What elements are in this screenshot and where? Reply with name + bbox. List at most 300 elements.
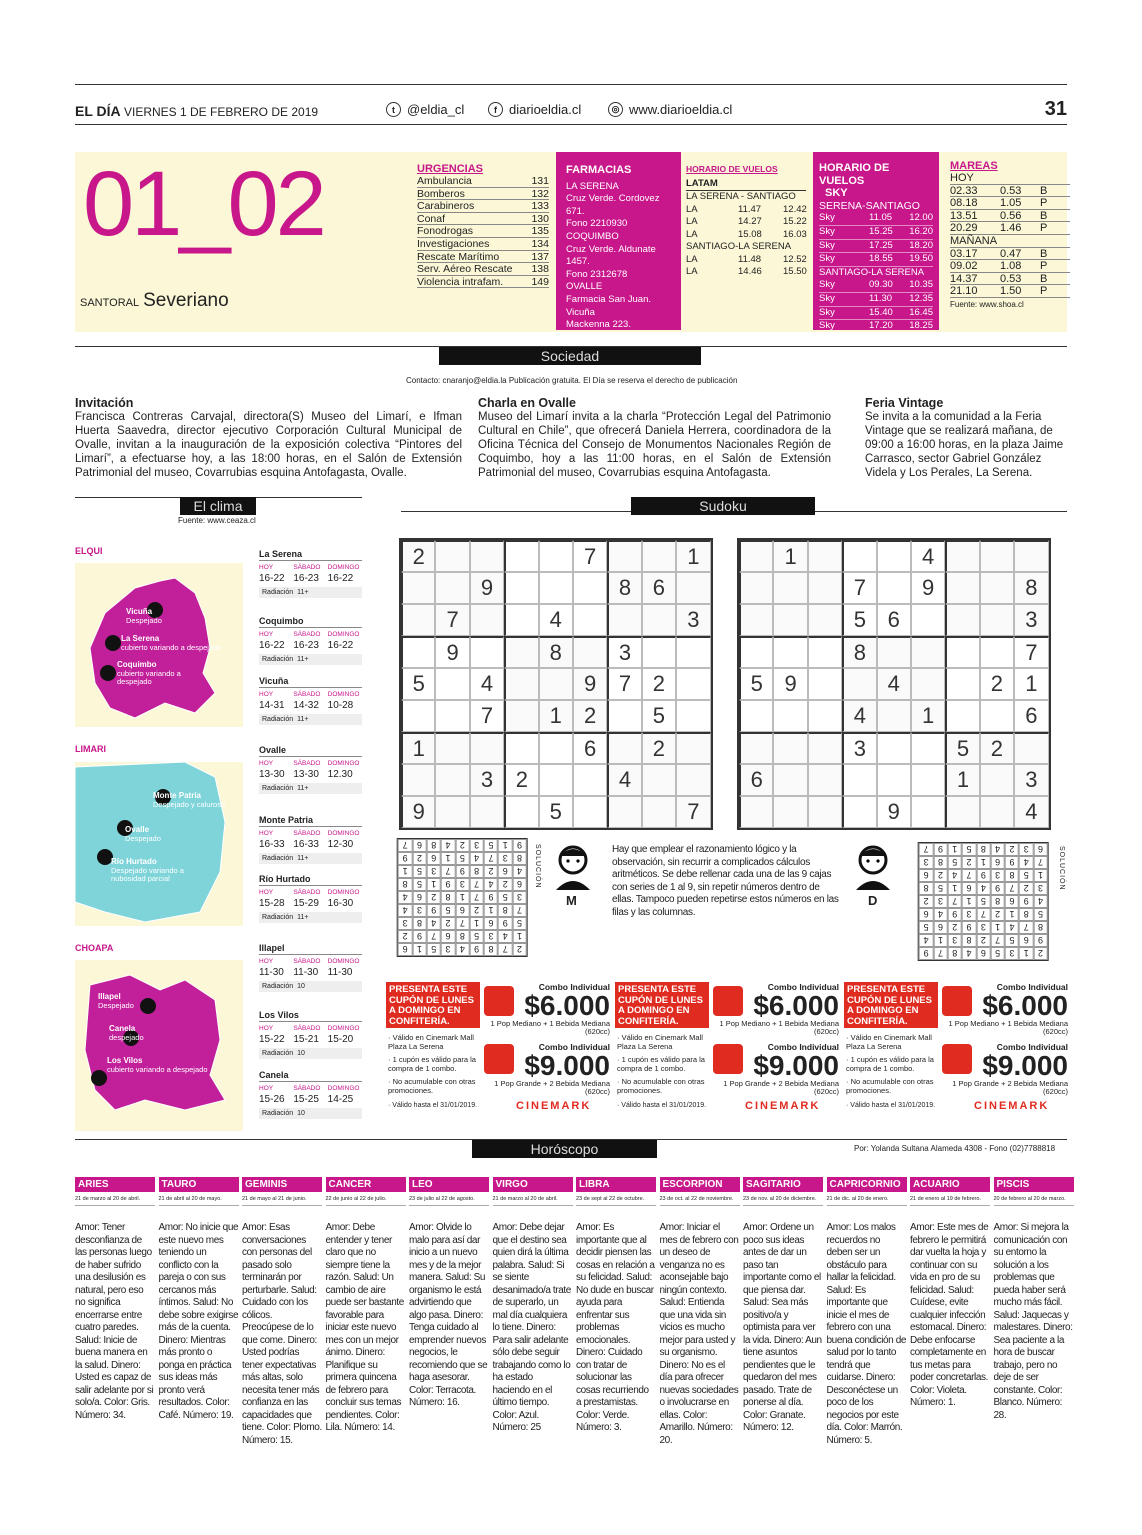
sudoku-cell[interactable]: 9 <box>773 668 807 700</box>
sudoku-cell[interactable]: 9 <box>911 572 945 604</box>
sudoku-cell[interactable] <box>470 636 504 668</box>
solution-cell: 6 <box>919 908 933 921</box>
face-difficult-icon <box>852 842 894 890</box>
solution-cell: 8 <box>441 891 455 904</box>
solution-cell: 5 <box>484 839 498 852</box>
sudoku-cell[interactable]: 1 <box>676 540 710 572</box>
sudoku-cell[interactable]: 2 <box>504 764 538 796</box>
sudoku-cell[interactable] <box>435 732 469 764</box>
sudoku-cell[interactable] <box>773 796 807 828</box>
sign-text: Amor: Debe entender y tener claro que no siempre tiene la razón. Salud: Un cambio de aire puede ser bastante favorable para iniciar este nuevo mes con un mejor ánimo. Dinero: Planifique su primera quincena de febrero para concluir sus temas pendientes. Color: Lila. Número: 14. <box>325 1222 404 1433</box>
sudoku-cell[interactable]: 8 <box>539 636 573 668</box>
sudoku-cell[interactable] <box>573 796 607 828</box>
solution-cell: 2 <box>1005 843 1019 856</box>
sudoku-cell[interactable]: 9 <box>470 572 504 604</box>
sudoku-cell[interactable] <box>401 604 435 636</box>
solution-cell: 4 <box>484 878 498 891</box>
sudoku-cell[interactable] <box>739 732 773 764</box>
sign-virgo <box>493 1177 573 1435</box>
coupon-headline: PRESENTA ESTE CUPÓN DE LUNES A DOMINGO EN CONFITERÍA. <box>615 982 709 1028</box>
sudoku-cell[interactable] <box>980 796 1014 828</box>
farmacia-line: Cruz Verde. Cordovez 671. <box>566 193 660 217</box>
sudoku-cell[interactable] <box>607 700 641 732</box>
dot-illapel <box>140 998 156 1014</box>
sudoku-cell[interactable]: 7 <box>1014 636 1048 668</box>
sudoku-cell[interactable] <box>808 700 842 732</box>
sudoku-cell[interactable]: 3 <box>1014 764 1048 796</box>
sign-name: TAURO <box>159 1177 239 1192</box>
sudoku-cell[interactable] <box>911 732 945 764</box>
sudoku-cell[interactable] <box>877 636 911 668</box>
solution-cell: 6 <box>498 865 512 878</box>
solution-cell: 5 <box>1019 869 1033 882</box>
solution-cell: 7 <box>976 908 990 921</box>
solution-cell: 9 <box>962 921 976 934</box>
sudoku-cell[interactable]: 7 <box>435 604 469 636</box>
sudoku-cell[interactable] <box>676 572 710 604</box>
sudoku-cell[interactable] <box>573 572 607 604</box>
solution-cell: 1 <box>484 904 498 917</box>
solution-cell: 1 <box>976 856 990 869</box>
solution-cell: 7 <box>1033 856 1047 869</box>
cinemark-coupon[interactable]: PRESENTA ESTE CUPÓN DE LUNES A DOMINGO EN CONFITERÍA. · Válido en Cinemark Mall Plaza La Serena · 1 cupón es válido para la compra de 1 combo. · No acumulable con otras promociones. · Válido hasta el 31/01/2019. Combo Individual $6.000 1 Pop Mediano + 1 Bebida Mediana (620cc) Combo Individual $9.000 1 Pop Grande + 2 Bebida Mediana (620cc) CINEMARK <box>617 982 839 1112</box>
sudoku-cell[interactable]: 2 <box>642 668 676 700</box>
sudoku-cell[interactable]: 9 <box>401 796 435 828</box>
sudoku-cell[interactable] <box>808 540 842 572</box>
solution-cell: 2 <box>948 921 962 934</box>
level-medium: M <box>566 893 577 908</box>
sudoku-cell[interactable] <box>676 636 710 668</box>
sudoku-cell[interactable] <box>739 796 773 828</box>
sudoku-cell[interactable] <box>945 540 979 572</box>
sign-name: CANCER <box>326 1177 406 1192</box>
sign-name: LIBRA <box>576 1177 656 1192</box>
solution-cell: 4 <box>1019 856 1033 869</box>
sudoku-cell[interactable] <box>642 764 676 796</box>
sudoku-cell[interactable] <box>911 764 945 796</box>
sudoku-cell[interactable]: 3 <box>607 636 641 668</box>
sudoku-cell[interactable] <box>401 572 435 604</box>
sudoku-cell[interactable] <box>842 540 876 572</box>
sign-dates: 23 de nov. al 20 de diciembre. <box>743 1196 823 1206</box>
sudoku-cell[interactable] <box>911 604 945 636</box>
sign-tauro <box>159 1177 239 1422</box>
urgencia-row: Ambulancia 131 <box>417 175 549 187</box>
sudoku-cell[interactable] <box>877 732 911 764</box>
solution-cell: 5 <box>976 895 990 908</box>
sudoku-cell[interactable]: 9 <box>877 796 911 828</box>
sudoku-cell[interactable]: 7 <box>842 572 876 604</box>
sudoku-cell[interactable] <box>676 668 710 700</box>
sign-name: ACUARIO <box>910 1177 990 1192</box>
sudoku-cell[interactable] <box>504 796 538 828</box>
solution-cell: 9 <box>441 878 455 891</box>
sudoku-cell[interactable]: 9 <box>435 636 469 668</box>
solution-cell: 4 <box>427 917 441 930</box>
urgencia-row: Fonodrogas 135 <box>417 225 549 238</box>
sudoku-cell[interactable]: 9 <box>573 668 607 700</box>
solution-label-2: SOLUCIÓN <box>1058 846 1065 891</box>
sudoku-cell[interactable]: 4 <box>607 764 641 796</box>
urgencia-row: Carabineros 133 <box>417 200 549 213</box>
sudoku-cell[interactable]: 6 <box>739 764 773 796</box>
solution-cell: 4 <box>512 865 526 878</box>
sudoku-cell[interactable]: 5 <box>842 604 876 636</box>
sudoku-cell[interactable] <box>877 572 911 604</box>
sudoku-cell[interactable]: 2 <box>980 732 1014 764</box>
solution-cell: 1 <box>1033 869 1047 882</box>
sign-name: PISCIS <box>994 1177 1074 1192</box>
solution-cell: 1 <box>948 843 962 856</box>
solution-cell: 1 <box>962 895 976 908</box>
sudoku-cell[interactable] <box>945 700 979 732</box>
sudoku-cell[interactable] <box>808 572 842 604</box>
solution-cell: 1 <box>427 878 441 891</box>
sudoku-cell[interactable] <box>739 540 773 572</box>
sudoku-cell[interactable] <box>980 604 1014 636</box>
solution-cell: 2 <box>1019 882 1033 895</box>
sudoku-cell[interactable] <box>739 604 773 636</box>
sudoku-cell[interactable] <box>808 796 842 828</box>
sudoku-cell[interactable] <box>773 636 807 668</box>
cinemark-logo: CINEMARK <box>516 1100 592 1112</box>
sudoku-cell[interactable]: 1 <box>945 764 979 796</box>
sudoku-cell[interactable]: 2 <box>980 668 1014 700</box>
solution-cell: 9 <box>1033 934 1047 947</box>
vuelo-row: Sky 17.25 18.20 <box>819 240 933 254</box>
sudoku-cell[interactable] <box>401 764 435 796</box>
solution-cell: 4 <box>455 943 469 956</box>
solution-cell: 8 <box>962 934 976 947</box>
sudoku-cell[interactable] <box>877 764 911 796</box>
sudoku-cell[interactable]: 1 <box>911 700 945 732</box>
solution-cell: 6 <box>441 930 455 943</box>
farmacia-line: LA SERENA <box>566 180 619 192</box>
solution-cell: 7 <box>919 843 933 856</box>
sudoku-cell[interactable] <box>808 668 842 700</box>
solution-cell: 3 <box>498 852 512 865</box>
sudoku-cell[interactable]: 4 <box>842 700 876 732</box>
sudoku-cell[interactable] <box>607 796 641 828</box>
sign-aries <box>75 1177 155 1422</box>
sudoku-cell[interactable]: 8 <box>1014 572 1048 604</box>
sudoku-cell[interactable]: 4 <box>1014 796 1048 828</box>
sudoku-cell[interactable] <box>773 572 807 604</box>
farmacias-box: FARMACIAS LA SERENA Cruz Verde. Cordovez 671. Fono 2210930 COQUIMBO Cruz Verde. Aldunate 1457. Fono 2312678 OVALLE Farmacia San Juan. Vicuña Mackenna 223. <box>556 152 681 330</box>
sign-text: Amor: Iniciar el mes de febrero con un deseo de venganza no es aconsejable bajo ningún contexto. Salud: Entienda que una vida sin vicios es mucho mejor para usted y su organismo. Dinero: No es el día para ofrecer nuevas sociedades o involucrarse en ellas. Color: Amarillo. Número: 20. <box>659 1222 739 1446</box>
sudoku-cell[interactable] <box>504 636 538 668</box>
vuelo-row: Sky 11.30 12.35 <box>819 293 933 307</box>
vuelo-row: Sky 15.25 16.20 <box>819 226 933 240</box>
sudoku-cell[interactable] <box>739 700 773 732</box>
sudoku-cell[interactable] <box>607 540 641 572</box>
sudoku-cell[interactable]: 8 <box>607 572 641 604</box>
sudoku-grid-difficult[interactable] <box>737 538 1051 830</box>
sudoku-cell[interactable] <box>642 796 676 828</box>
sudoku-cell[interactable] <box>980 636 1014 668</box>
sudoku-cell[interactable] <box>877 540 911 572</box>
sudoku-cell[interactable]: 1 <box>773 540 807 572</box>
sudoku-cell[interactable]: 1 <box>401 732 435 764</box>
solution-cell: 8 <box>1019 908 1033 921</box>
solution-cell: 2 <box>412 852 426 865</box>
sign-leo <box>409 1177 489 1410</box>
sudoku-cell[interactable] <box>470 540 504 572</box>
sudoku-grid-medium[interactable] <box>399 538 713 830</box>
solution-cell: 3 <box>948 934 962 947</box>
solution-cell: 3 <box>962 908 976 921</box>
sudoku-cell[interactable] <box>945 604 979 636</box>
sudoku-cell[interactable]: 3 <box>842 732 876 764</box>
farmacia-line: COQUIMBO <box>566 230 619 242</box>
sign-escorpion <box>660 1177 740 1447</box>
sudoku-cell[interactable]: 7 <box>470 700 504 732</box>
sudoku-cell[interactable]: 4 <box>470 668 504 700</box>
sign-text: Amor: Debe dejar que el destino sea quien dirá la última palabra. Salud: Si se siente desanimado/a trate de superarlo, un mal día cualquiera lo tiene. Dinero: Para salir adelante sólo debe seguir trabajando como lo ha estado haciendo en el último tiempo. Color: Azul. Número: 25 <box>492 1222 571 1433</box>
solution-cell: 9 <box>1005 856 1019 869</box>
sociedad-item-feria: Feria Vintage Se invita a la comunidad a la Feria Vintage que se realizará mañana, de 09:00 a 16:00 horas, en la plaza Jaime Carrasco, sector Gabriel González Videla y Los Perales, La Serena. <box>865 396 1064 479</box>
solution-cell: 9 <box>919 947 933 960</box>
sudoku-cell[interactable] <box>773 764 807 796</box>
sudoku-cell[interactable]: 5 <box>945 732 979 764</box>
sudoku-cell[interactable] <box>435 572 469 604</box>
solution-cell: 1 <box>933 934 947 947</box>
sign-dates: 21 de marzo al 20 de abril. <box>493 1196 573 1206</box>
sudoku-cell[interactable]: 7 <box>607 668 641 700</box>
solution-cell: 2 <box>990 908 1004 921</box>
sign-name: ESCORPION <box>660 1177 740 1192</box>
sudoku-cell[interactable] <box>842 668 876 700</box>
santoral-name: Severiano <box>143 290 229 311</box>
vuelo-row: LA 14.27 15.22 <box>686 216 807 227</box>
sudoku-cell[interactable] <box>911 796 945 828</box>
sudoku-cell[interactable] <box>401 636 435 668</box>
solution-cell: 8 <box>1005 869 1019 882</box>
sign-text: Amor: Olvide lo malo para así dar inicio a un nuevo mes y de la mejor manera. Salud: Su organismo le está advirtiendo que algo pasa. Dinero: Tenga cuidado al emprender nuevos negocios, le recomiendo que se haga asesorar. Color: Terracota. Número: 16. <box>409 1222 488 1408</box>
combo-9000: Combo Individual $9.000 1 Pop Grande + 2 Bebida Mediana (620cc) <box>494 1042 610 1096</box>
solution-cell: 6 <box>962 882 976 895</box>
sudoku-cell[interactable]: 5 <box>401 668 435 700</box>
sudoku-cell[interactable] <box>504 540 538 572</box>
vuelo-row: 21.10 1.50 P <box>950 285 1070 298</box>
sudoku-cell[interactable] <box>945 636 979 668</box>
solution-cell: 8 <box>398 878 412 891</box>
sudoku-cell[interactable]: 4 <box>911 540 945 572</box>
sudoku-cell[interactable] <box>642 540 676 572</box>
sudoku-cell[interactable]: 4 <box>539 604 573 636</box>
sudoku-cell[interactable] <box>945 572 979 604</box>
solution-cell: 8 <box>948 947 962 960</box>
sudoku-cell[interactable] <box>470 604 504 636</box>
sudoku-cell[interactable] <box>877 700 911 732</box>
sudoku-cell[interactable] <box>539 764 573 796</box>
sign-piscis <box>994 1177 1074 1422</box>
sudoku-cell[interactable] <box>504 572 538 604</box>
sudoku-cell[interactable]: 2 <box>401 540 435 572</box>
sudoku-cell[interactable] <box>573 764 607 796</box>
sudoku-cell[interactable] <box>808 636 842 668</box>
sudoku-cell[interactable]: 6 <box>642 572 676 604</box>
sudoku-cell[interactable] <box>504 668 538 700</box>
dot-coquimbo <box>100 665 116 681</box>
sudoku-cell[interactable] <box>539 732 573 764</box>
cinemark-coupon[interactable]: PRESENTA ESTE CUPÓN DE LUNES A DOMINGO EN CONFITERÍA. · Válido en Cinemark Mall Plaza La Serena · 1 cupón es válido para la compra de 1 combo. · No acumulable con otras promociones. · Válido hasta el 31/01/2019. Combo Individual $6.000 1 Pop Mediano + 1 Bebida Mediana (620cc) Combo Individual $9.000 1 Pop Grande + 2 Bebida Mediana (620cc) CINEMARK <box>846 982 1068 1112</box>
sudoku-cell[interactable]: 3 <box>1014 604 1048 636</box>
sudoku-cell[interactable] <box>808 764 842 796</box>
sudoku-cell[interactable] <box>573 636 607 668</box>
sudoku-cell[interactable] <box>1014 540 1048 572</box>
sudoku-cell[interactable]: 2 <box>573 700 607 732</box>
twitter-handle[interactable]: t @eldia_cl <box>386 102 464 117</box>
sudoku-cell[interactable]: 7 <box>573 540 607 572</box>
sudoku-cell[interactable] <box>470 732 504 764</box>
vuelo-row: Sky 17.20 18.25 <box>819 320 933 334</box>
sudoku-cell[interactable] <box>539 540 573 572</box>
sudoku-cell[interactable]: 3 <box>676 604 710 636</box>
sign-libra <box>576 1177 656 1435</box>
website-link[interactable]: ◎ www.diarioeldia.cl <box>608 102 732 117</box>
sudoku-cell[interactable] <box>539 572 573 604</box>
sudoku-cell[interactable] <box>676 732 710 764</box>
solution-cell: 7 <box>498 943 512 956</box>
sudoku-cell[interactable]: 7 <box>676 796 710 828</box>
solution-cell: 6 <box>484 917 498 930</box>
facebook-handle[interactable]: f diarioeldia.cl <box>488 102 581 117</box>
solution-cell: 4 <box>976 882 990 895</box>
solution-cell: 1 <box>1019 947 1033 960</box>
solution-cell: 1 <box>441 852 455 865</box>
vuelo-row: 03.17 0.47 B <box>950 248 1070 261</box>
sudoku-cell[interactable] <box>504 732 538 764</box>
solution-cell: 5 <box>990 947 1004 960</box>
sudoku-cell[interactable] <box>980 572 1014 604</box>
sign-name: SAGITARIO <box>743 1177 823 1192</box>
solution-cell: 7 <box>469 878 483 891</box>
solution-cell: 8 <box>1033 921 1047 934</box>
sudoku-cell[interactable]: 5 <box>642 700 676 732</box>
sudoku-cell[interactable]: 6 <box>877 604 911 636</box>
solution-cell: 2 <box>919 895 933 908</box>
sudoku-cell[interactable] <box>842 764 876 796</box>
sudoku-cell[interactable] <box>435 668 469 700</box>
sign-dates: 21 de mayo al 21 de junio. <box>242 1196 322 1206</box>
sudoku-cell[interactable] <box>504 700 538 732</box>
sudoku-cell[interactable] <box>911 636 945 668</box>
forecast-monte-patria: Monte Patria HOY SÁBADO DOMINGO 16-33 16-33 12-30 Radiación 11+ <box>259 815 362 864</box>
sudoku-cell[interactable] <box>504 604 538 636</box>
solution-cell: 7 <box>512 904 526 917</box>
solution-cell: 9 <box>990 882 1004 895</box>
sudoku-cell[interactable] <box>401 700 435 732</box>
sudoku-cell[interactable] <box>676 764 710 796</box>
sudoku-cell[interactable] <box>945 668 979 700</box>
vuelo-row: LA 11.48 12.52 <box>686 253 807 265</box>
cinemark-coupon[interactable]: PRESENTA ESTE CUPÓN DE LUNES A DOMINGO EN CONFITERÍA. · Válido en Cinemark Mall Plaza La Serena · 1 cupón es válido para la compra de 1 combo. · No acumulable con otras promociones. · Válido hasta el 31/01/2019. Combo Individual $6.000 1 Pop Mediano + 1 Bebida Mediana (620cc) Combo Individual $9.000 1 Pop Grande + 2 Bebida Mediana (620cc) CINEMARK <box>388 982 610 1112</box>
region-elqui: ELQUI <box>75 546 103 556</box>
sudoku-cell[interactable] <box>739 572 773 604</box>
solution-cell: 4 <box>962 947 976 960</box>
forecast-illapel: Illapel HOY SÁBADO DOMINGO 11-30 11-30 11-30 Radiación 10 <box>259 943 362 992</box>
coupon-headline: PRESENTA ESTE CUPÓN DE LUNES A DOMINGO EN CONFITERÍA. <box>386 982 480 1028</box>
sudoku-cell[interactable]: 5 <box>739 668 773 700</box>
farmacia-line: Fono 2210930 <box>566 218 628 230</box>
solution-cell: 6 <box>398 943 412 956</box>
sudoku-cell[interactable] <box>435 796 469 828</box>
sudoku-cell[interactable] <box>945 796 979 828</box>
sudoku-cell[interactable]: 6 <box>1014 700 1048 732</box>
forecast-la-serena: La Serena HOY SÁBADO DOMINGO 16-22 16-23 16-22 Radiación 11+ <box>259 549 362 598</box>
sudoku-cell[interactable] <box>539 668 573 700</box>
sudoku-cell[interactable]: 5 <box>539 796 573 828</box>
solution-cell: 3 <box>412 904 426 917</box>
forecast-vicuña: Vicuña HOY SÁBADO DOMINGO 14-31 14-32 10-28 Radiación 11+ <box>259 676 362 725</box>
sudoku-cell[interactable]: 6 <box>573 732 607 764</box>
sudoku-cell[interactable] <box>435 764 469 796</box>
sudoku-cell[interactable] <box>739 636 773 668</box>
sudoku-cell[interactable] <box>773 700 807 732</box>
sign-name: LEO <box>409 1177 489 1192</box>
sudoku-solution-1 <box>397 838 528 957</box>
sudoku-cell[interactable] <box>808 604 842 636</box>
sudoku-cell[interactable] <box>607 732 641 764</box>
sudoku-cell[interactable] <box>980 764 1014 796</box>
sudoku-cell[interactable] <box>435 540 469 572</box>
sudoku-cell[interactable] <box>773 604 807 636</box>
sudoku-cell[interactable] <box>470 796 504 828</box>
sudoku-cell[interactable] <box>842 796 876 828</box>
sign-text: Amor: Los malos recuerdos no deben ser un obstáculo para hallar la felicidad. Salud: Es importante que inicie el mes de febrero con una buena condición de salud por lo tanto tendrá que cuidarse. Dinero: Desconéctese un poco de los negocios por este día. Color: Marrón. Número: 5. <box>826 1222 907 1446</box>
sudoku-cell[interactable] <box>676 700 710 732</box>
sudoku-cell[interactable]: 2 <box>642 732 676 764</box>
map-limari: Monte Patria Despejado y caluroso Ovalle Despejado Río Hurtado Despejado variando a nubosidad parcial <box>75 762 243 926</box>
paper-date: VIERNES 1 DE FEBRERO DE 2019 <box>123 105 319 119</box>
sudoku-cell[interactable]: 8 <box>842 636 876 668</box>
solution-cell: 1 <box>990 921 1004 934</box>
sudoku-cell[interactable]: 3 <box>470 764 504 796</box>
sudoku-cell[interactable] <box>911 668 945 700</box>
sudoku-cell[interactable]: 4 <box>877 668 911 700</box>
urgencias-table: URGENCIAS Ambulancia 131 Bomberos 132 Carabineros 133 Conaf 130 Fonodrogas 135 Investigaciones 134 Rescate Marítimo 137 Serv. Aéreo Rescate 138 Violencia intrafam. 149 <box>417 163 549 288</box>
solution-cell: 4 <box>933 908 947 921</box>
sudoku-cell[interactable] <box>808 732 842 764</box>
sudoku-cell[interactable]: 1 <box>539 700 573 732</box>
solution-cell: 8 <box>455 930 469 943</box>
twitter-icon: t <box>386 102 401 117</box>
sudoku-cell[interactable] <box>980 540 1014 572</box>
sudoku-cell[interactable] <box>573 604 607 636</box>
sign-dates: 23 de julio al 22 de agosto. <box>409 1196 489 1206</box>
sudoku-cell[interactable] <box>607 604 641 636</box>
vuelo-row: 20.29 1.46 P <box>950 222 1070 235</box>
solution-cell: 6 <box>933 921 947 934</box>
sudoku-cell[interactable]: 1 <box>1014 668 1048 700</box>
solution-cell: 6 <box>412 891 426 904</box>
sudoku-cell[interactable] <box>642 604 676 636</box>
sign-text: Amor: Esas conversaciones con personas del pasado solo terminarán por perturbarle. Salud: Cuidado con los cólicos. Preocúpese de lo que come. Dinero: Usted podrías tener expectativas más altas, solo necesita tener más confianza en las capacidades que tiene. Color: Plomo. Número: 15. <box>242 1222 322 1446</box>
forecast-ovalle: Ovalle HOY SÁBADO DOMINGO 13-30 13-30 12.30 Radiación 11+ <box>259 745 362 794</box>
sudoku-cell[interactable] <box>1014 732 1048 764</box>
facebook-icon: f <box>488 102 503 117</box>
solution-cell: 5 <box>427 943 441 956</box>
solution-cell: 2 <box>469 904 483 917</box>
vuelo-row: 09.02 1.08 P <box>950 260 1070 273</box>
sudoku-cell[interactable] <box>773 732 807 764</box>
forecast-los-vilos: Los Vilos HOY SÁBADO DOMINGO 15-22 15-21 15-20 Radiación 10 <box>259 1010 362 1059</box>
sudoku-cell[interactable] <box>642 636 676 668</box>
sudoku-cell[interactable] <box>435 700 469 732</box>
solution-cell: 6 <box>512 878 526 891</box>
sudoku-cell[interactable] <box>980 700 1014 732</box>
